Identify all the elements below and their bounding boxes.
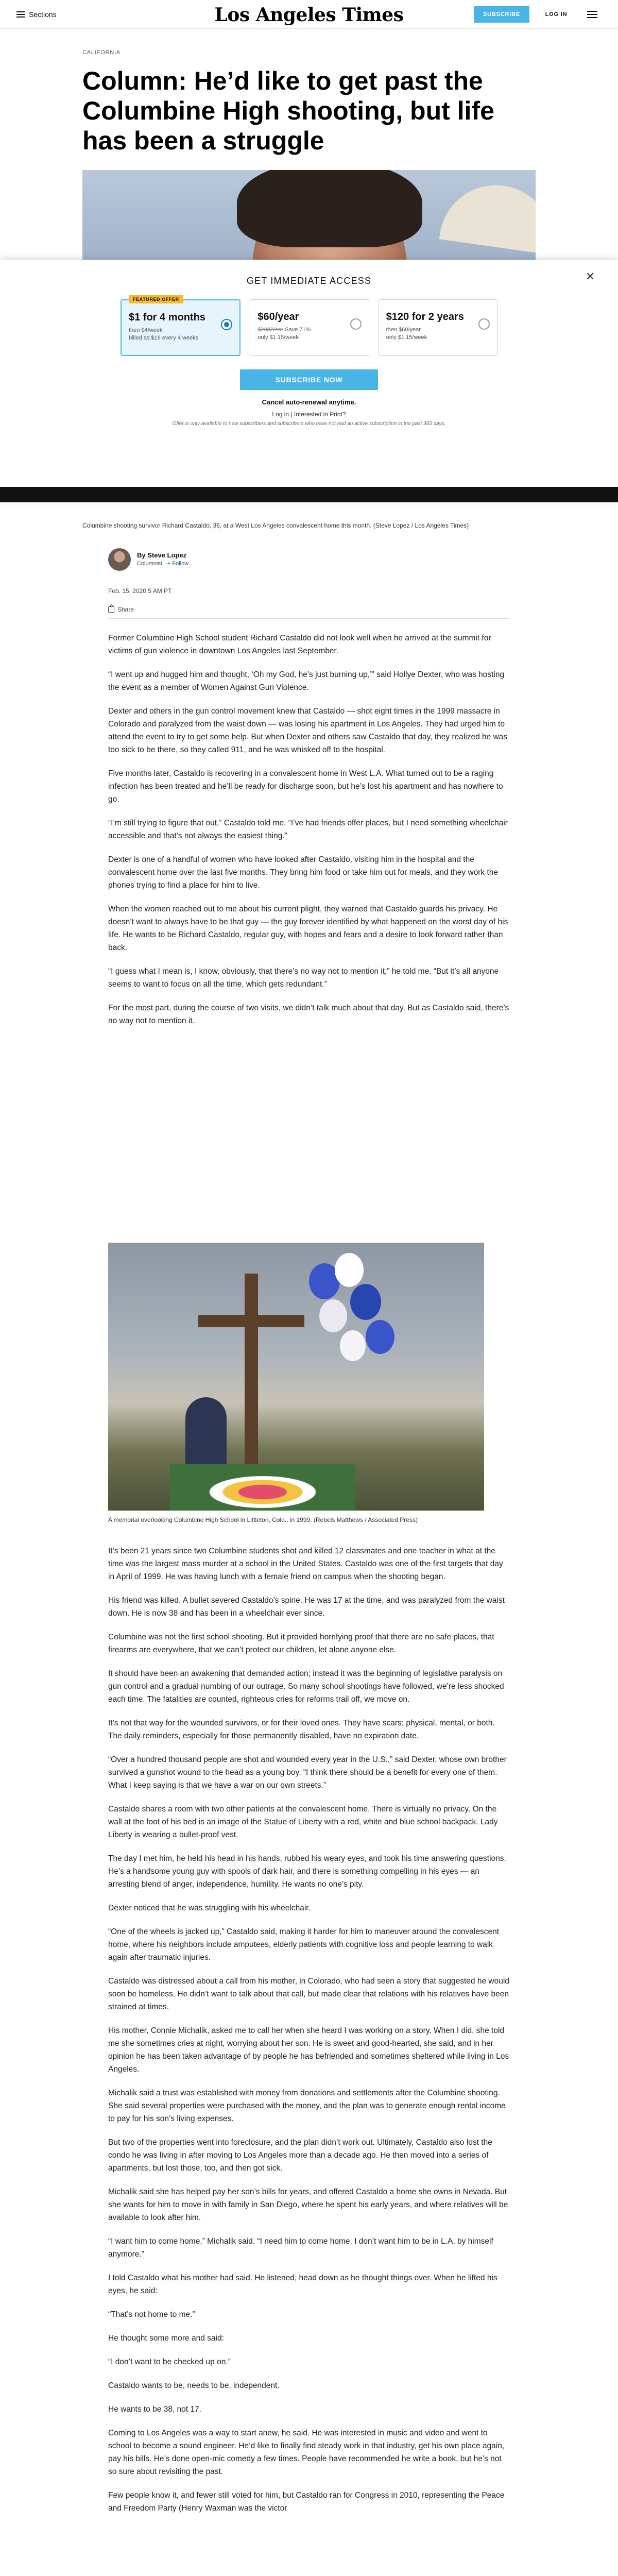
body-paragraph: For the most part, during the course of two visits, we didn’t talk much about that day. But as Castaldo said, there’s no way not to mention it.: [108, 1004, 509, 1025]
flowers: [170, 1464, 355, 1511]
body-paragraph: Dexter and others in the gun control movement knew that Castaldo — shot eight times in the 1999 massacre in Colorado and paralyzed from the waist down — was losing his apartment in Los Angeles. They had urged him to attend the event to try to get some help. But when Dexter and others saw Castaldo that day, they realized he was too sick to be there, so they called 911, and he was whisked off to the hospital.: [108, 707, 508, 754]
plan-price: $60/year: [258, 311, 299, 323]
mourner-figure: [185, 1397, 227, 1475]
menu-icon[interactable]: [587, 9, 597, 20]
hero-caption: Columbine shooting survivor Richard Castaldo, 36, at a West Los Angeles convalescent home this month. (Steve Lopez / Los Angeles Times): [82, 522, 469, 529]
body-paragraph: “I guess what I mean is, I know, obviously, that there’s no way not to mention it,” he told me. “But it’s all anyone seems to want to focus on all the time, which gets redundant.”: [108, 967, 499, 989]
body-paragraph: Castaldo was distressed about a call from his mother, in Colorado, who had seen a story that suggested he would soon be homeless. He didn’t want to talk about that call, but made clear that relations with his relatives have been strained at times.: [108, 1977, 509, 2011]
body-paragraph: Five months later, Castaldo is recovering in a convalescent home in West L.A. What turned out to be a raging infection has been treated and he’ll be ready for discharge soon, but he’s lost his apartment and has nowhere to go.: [108, 769, 503, 804]
subscribe-now-button[interactable]: SUBSCRIBE NOW: [240, 369, 378, 390]
plan-strike-price: $208/Year: [258, 327, 284, 333]
divider: [108, 618, 510, 619]
follow-button[interactable]: + Follow: [167, 561, 189, 567]
plan-detail-line: only $1.15/week: [258, 334, 299, 341]
section-kicker[interactable]: CALIFORNIA: [82, 49, 121, 56]
balloon: [340, 1330, 366, 1361]
article-headline: Column: He’d like to get past the Columbine High shooting, but life has been a struggle: [82, 66, 494, 155]
body-paragraph: Coming to Los Angeles was a way to start anew, he said. He was interested in music and video and went to school to become a sound engineer. He’d like to finally find steady work in that industry, get his own place again, pay his bills. He’s done open-mic comedy a few times. People have recommended he write a book, but he’s not so sure about revisiting the past.: [108, 2429, 505, 2476]
plan-option-monthly[interactable]: [121, 299, 241, 356]
subscription-overlay: [0, 260, 618, 502]
body-paragraph: But two of the properties went into foreclosure, and the plan didn’t work out. Ultimately, Castaldo also lost the condo he was living in after moving to Los Angeles more than a decade ago. He then moved into a series of apartments, but lost those, too, and then got sick.: [108, 2138, 492, 2173]
body-paragraph: “One of the wheels is jacked up,” Castaldo said, making it harder for him to maneuver around the convalescent home, where his neighbors include amputees, elderly patients with cognitive loss and people learning to walk again after traumatic injuries.: [108, 1927, 500, 1962]
article-body-part-1: [108, 632, 510, 1038]
avatar[interactable]: [108, 548, 131, 571]
plan-savings: Save 71%: [283, 327, 311, 333]
plan-price: $120 for 2 years: [386, 311, 464, 323]
login-print-link[interactable]: Log in | Interested in Print?: [272, 411, 346, 418]
body-paragraph: It should have been an awakening that demanded action; instead it was the beginning of legislative paralysis on gun control and a gradual numbing of our outrage. So many school shootings have followed, we’re less shocked each time. The fatalities are counted, righteous cries for reforms trail off, we move on.: [108, 1669, 504, 1704]
body-paragraph: He wants to be 38, not 17.: [108, 2405, 201, 2414]
body-paragraph: Michalik said she has helped pay her son’s bills for years, and offered Castaldo a home she owns in Nevada. But she wants for him to move in with family in San Diego, where he spent his early years, and where relatives will be available to look after him.: [108, 2188, 508, 2222]
body-paragraph: His mother, Connie Michalik, asked me to call her when she heard I was working on a story. When I did, she told me she sometimes cries at night, worrying about her son. He is sweet and good-hearted, she said, and in her opinion he has been taken advantage of by people he has befriended and sometimes sheltered while living in Los Angeles.: [108, 2026, 509, 2074]
umbrella-shape: [439, 178, 536, 255]
plan-detail: [258, 326, 361, 342]
plan-detail-line: only $1.15/week: [386, 334, 427, 341]
memorial-caption: A memorial overlooking Columbine High School in Littleton, Colo., in 1999. (Rebels Matthews / Associated Press): [108, 1516, 418, 1523]
cancel-note: Cancel auto-renewal anytime.: [262, 398, 356, 406]
body-paragraph: It’s not that way for the wounded survivors, or for their loved ones. They have scars: physical, mental, or both. The daily reminders, especially for those permanently disabled, have no expiration date.: [108, 1719, 495, 1740]
plan-detail-line: billed as $16 every 4 weeks: [129, 335, 199, 341]
author-title: Columnist: [137, 561, 162, 567]
body-paragraph: “I’m still trying to figure that out,” Castaldo told me. “I’ve had friends offer places, but I need something wheelchair accessible and that’s not always the easiest thing.”: [108, 819, 508, 840]
body-paragraph: “I want him to come home,” Michalik said. “I need him to come home. I don’t want him to be in L.A. by himself anymore.”: [108, 2237, 493, 2259]
offer-footer-bar: [0, 487, 618, 502]
plan-option-two-year[interactable]: [379, 299, 497, 356]
plan-option-yearly[interactable]: [250, 299, 369, 356]
portrait-hair: [237, 170, 422, 247]
body-paragraph: “That’s not home to me.”: [108, 2310, 195, 2319]
cross-post: [245, 1274, 258, 1490]
publish-date: Feb. 15, 2020 5 AM PT: [108, 587, 172, 595]
balloon: [319, 1299, 347, 1332]
plan-detail-line: [258, 326, 361, 334]
body-paragraph: I told Castaldo what his mother had said. He listened, head down as he thought things over. When he lifted his eyes, he said:: [108, 2274, 497, 2295]
body-paragraph: The day I met him, he held his head in his hands, rubbed his weary eyes, and took his time answering questions. He’s a handsome young guy with spools of dark hair, and there is something compelling in his eyes — an arresting blend of anger, independence, humility. He wants no one’s pity.: [108, 1854, 506, 1889]
share-button[interactable]: [108, 606, 134, 613]
plan-options: [121, 299, 497, 356]
plan-detail: [129, 327, 232, 342]
plan-detail-line: then $60/year: [386, 327, 421, 333]
balloon: [335, 1253, 364, 1287]
body-paragraph: Dexter is one of a handful of women who have looked after Castaldo, visiting him in the hospital and the convalescent home over the last five months. They bring him food or take him out for meals, and they work the phones trying to find a place for him to live.: [108, 855, 499, 890]
author-role: [137, 561, 188, 567]
body-paragraph: Former Columbine High School student Richard Castaldo did not look well when he arrived at the summit for victims of gun violence in downtown Los Angeles last September.: [108, 634, 491, 655]
body-paragraph: His friend was killed. A bullet severed Castaldo’s spine. He was 17 at the time, and was paralyzed from the waist down. He is now 38 and has been in a wheelchair ever since.: [108, 1596, 505, 1618]
balloon: [350, 1284, 381, 1320]
plan-price: $1 for 4 months: [129, 312, 205, 323]
body-paragraph: “Over a hundred thousand people are shot and wounded every year in the U.S.,” said Dexter, whose own brother survived a gunshot wound to the head as a young boy. “I think there should be a benefit for every one of them. What I keep saying is that we have a war on our own streets.”: [108, 1755, 507, 1790]
body-paragraph: Dexter noticed that he was struggling with his wheelchair.: [108, 1904, 311, 1912]
memorial-photo: [108, 1243, 484, 1511]
body-paragraph: Columbine was not the first school shooting. But it provided horrifying proof that there are no safe places, that firearms are everywhere, that we can’t protect our children, let alone anyone else.: [108, 1633, 494, 1654]
follow-label: Follow: [172, 561, 189, 567]
site-logo[interactable]: Los Angeles Times: [214, 4, 404, 26]
offer-title: GET IMMEDIATE ACCESS: [246, 276, 372, 286]
author-name[interactable]: By Steve Lopez: [137, 551, 187, 559]
article-body-part-2: [108, 1545, 510, 2526]
body-paragraph: “I don’t want to be checked up on.”: [108, 2358, 231, 2366]
plan-radio[interactable]: [350, 318, 362, 330]
body-paragraph: When the women reached out to me about his current plight, they warned that Castaldo guards his privacy. He doesn’t want to always have to be that guy — the guy forever identified by what happened on the worst day of his life. He wants to be Richard Castaldo, regular guy, with hopes and fears and a desire to look forward rather than back.: [108, 905, 508, 952]
body-paragraph: Michalik said a trust was established with money from donations and settlements after the Columbine shooting. She said several properties were purchased with the money, and the plan was to generate enough rental income to pay for his son’s living expenses.: [108, 2089, 506, 2123]
plan-radio[interactable]: [478, 318, 490, 330]
balloon: [366, 1320, 394, 1354]
body-paragraph: Few people know it, and fewer still voted for him, but Castaldo ran for Congress in 2010, representing the Peace and Freedom Party (Henry Waxman was the victor: [108, 2491, 505, 2513]
sections-label: Sections: [29, 10, 57, 19]
share-icon: [108, 606, 114, 613]
subscribe-button[interactable]: SUBSCRIBE: [474, 6, 529, 23]
body-paragraph: Castaldo wants to be, needs to be, independent.: [108, 2381, 280, 2390]
body-paragraph: It’s been 21 years since two Columbine students shot and killed 12 classmates and one teacher in what at the time was the largest mass murder at a school in the United States. Castaldo was one of the first targets that day in April of 1999. He was having lunch with a female friend on campus when the shooting began.: [108, 1547, 503, 1581]
plan-detail-line: then $4/week: [129, 327, 163, 333]
login-button[interactable]: LOG IN: [545, 11, 568, 18]
close-icon[interactable]: ✕: [585, 270, 595, 283]
body-paragraph: Castaldo shares a room with two other patients at the convalescent home. There is virtually no privacy. On the wall at the foot of his bed is an image of the Statue of Liberty with a red, white and blue school backpack. Lady Liberty is wearing a bullet-proof vest.: [108, 1805, 498, 1839]
featured-badge: FEATURED OFFER: [129, 295, 183, 303]
offer-fine-print: Offer is only available to new subscribers and subscribers who have not had an active subscription in the past 365 days.: [172, 421, 446, 427]
share-label: Share: [117, 606, 134, 613]
byline: [108, 548, 417, 579]
body-paragraph: He thought some more and said:: [108, 2334, 224, 2343]
site-header: [0, 0, 618, 29]
cross-beam: [198, 1315, 304, 1327]
body-paragraph: “I went up and hugged him and thought, ‘Oh my God, he’s just burning up,’” said Hollye Dexter, who was hosting the event as a member of Women Against Gun Violence.: [108, 670, 505, 692]
plan-detail: [386, 326, 490, 342]
